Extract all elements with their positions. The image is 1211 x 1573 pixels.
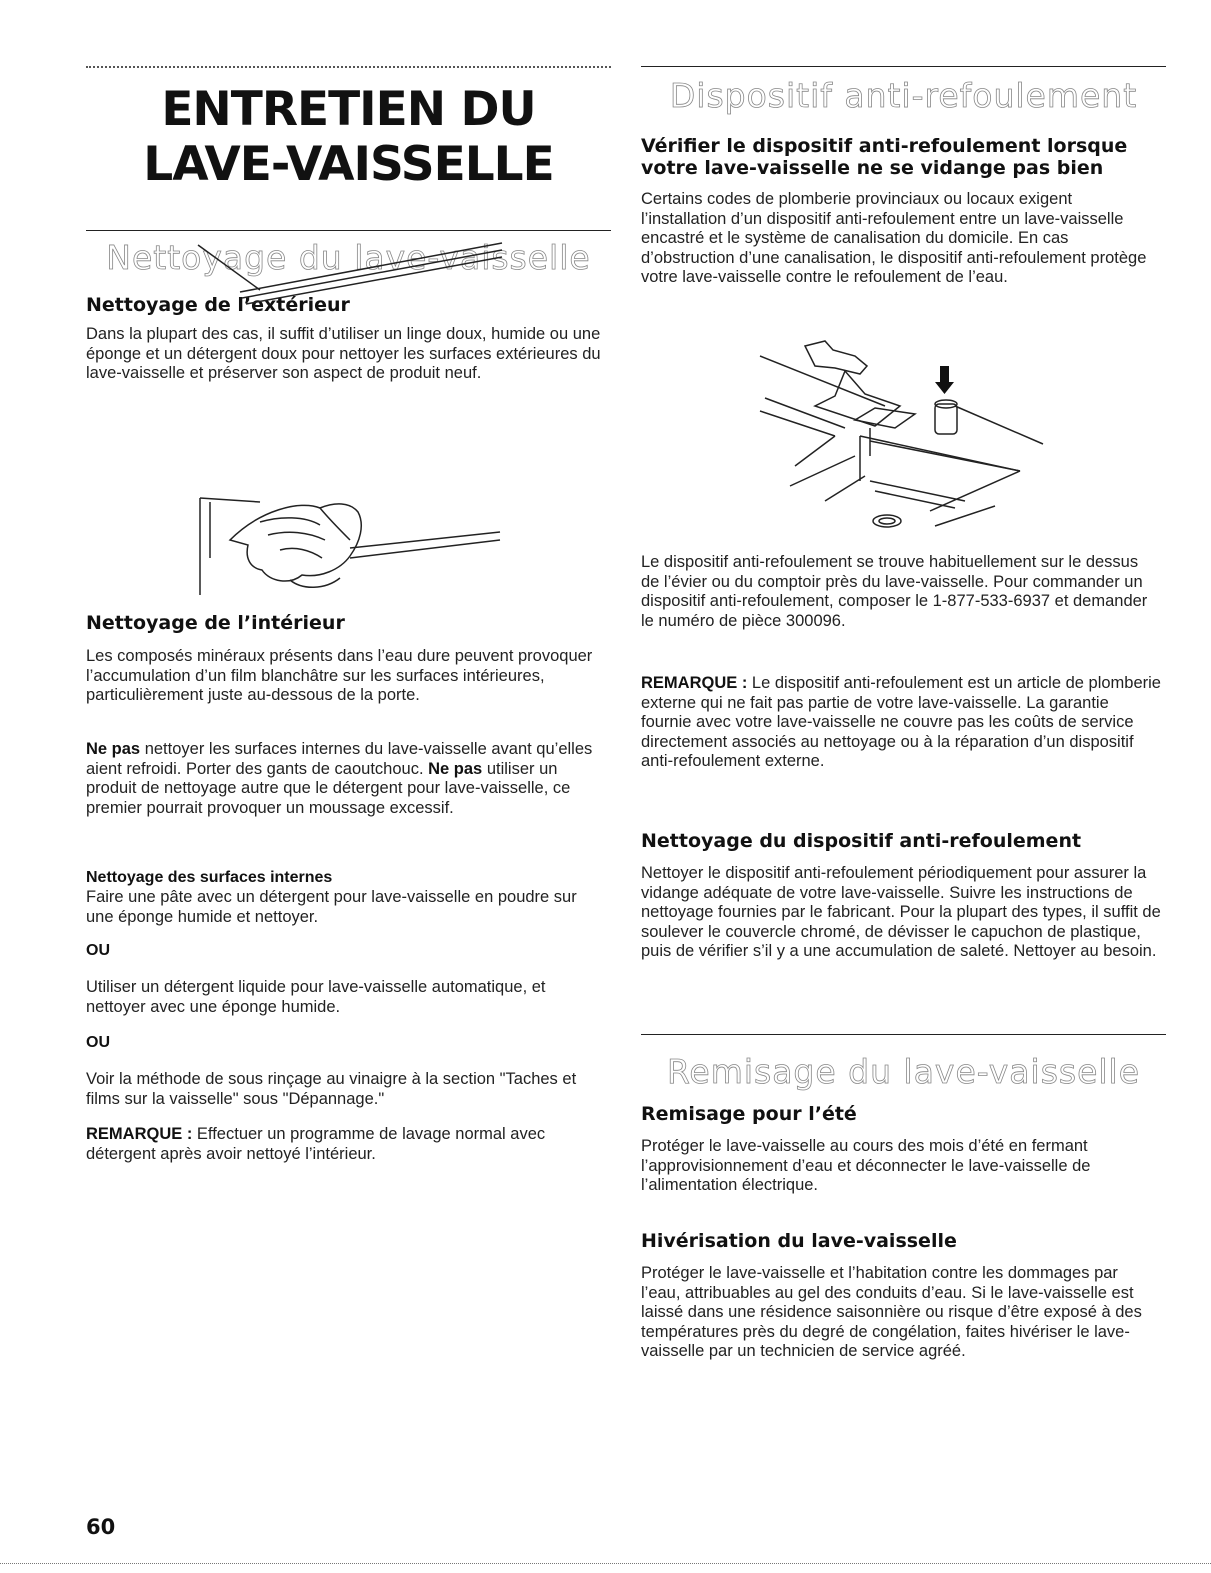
step-vinegar: Voir la méthode de sous rinçage au vinaigre à la section "Taches et films sur la vaisselle" sous "Dépannage." xyxy=(86,1070,577,1108)
interior-note xyxy=(86,1125,604,1164)
heading-interior: Nettoyage de l’intérieur xyxy=(86,612,345,634)
step-liquid: Utiliser un détergent liquide pour lave-vaisselle automatique, et nettoyer avec une éponge humide. xyxy=(86,978,546,1016)
title-rule xyxy=(86,230,611,231)
heading-exterior: Nettoyage de l’extérieur xyxy=(86,294,350,316)
note-text: Effectuer un programme de lavage normal avec détergent après avoir nettoyé l’intérieur. xyxy=(86,1125,546,1163)
page-title-line2: LAVE-VAISSELLE xyxy=(143,137,554,192)
exterior-cleaning-illustration xyxy=(190,240,520,595)
sink-backflow-illustration xyxy=(755,336,1055,546)
heading-winter: Hivérisation du lave-vaisselle xyxy=(641,1230,957,1252)
page-title xyxy=(86,82,611,192)
backflow-body: Certains codes de plomberie provinciaux ou locaux exigent l’installation d’un dispositif anti-refoulement entre un lave-vaisselle encastré et le système de canalisation du domicile. En cas d’obstruction d’une canalisation, le dispositif anti-refoulement protège votre lave-vaisselle contre le refoulement de l’eau. xyxy=(641,190,1147,286)
section-title-backflow: Dispositif anti-refoulement xyxy=(669,76,1138,115)
bottom-dotted-rule xyxy=(0,1563,1211,1564)
heading-backflow-cleaning: Nettoyage du dispositif anti-refoulement xyxy=(641,830,1082,852)
top-rule-right xyxy=(641,66,1166,67)
warning-b-label: Ne pas xyxy=(428,759,483,778)
heading-backflow-check: Vérifier le dispositif anti-refoulement lorsque votre lave-vaisselle ne se vidange pas bien xyxy=(641,135,1128,179)
summer-body: Protéger le lave-vaisselle au cours des mois d’été en fermant l’approvisionnement d’eau et déconnecter le lave-vaisselle de l’alimentation électrique. xyxy=(641,1137,1091,1194)
page-number: 60 xyxy=(86,1515,116,1539)
section-title-cleaning: Nettoyage du lave-vaisselle xyxy=(106,238,591,277)
storage-rule xyxy=(641,1034,1166,1035)
backflow-cleaning-body: Nettoyer le dispositif anti-refoulement périodiquement pour assurer la vidange adéquate de votre lave-vaisselle. Suivre les instructions de nettoyage fournies par le fabricant. Pour la plupart des types, il suffit de soulever le couvercle chromé, de dévisser le capuchon de plastique, puis de vérifier s’il y a une accumulation de saleté. Nettoyer au besoin. xyxy=(641,864,1161,960)
section-title-storage: Remisage du lave-vaisselle xyxy=(666,1052,1141,1091)
backflow-note xyxy=(641,674,1161,772)
heading-summer: Remisage pour l’été xyxy=(641,1103,857,1125)
note-label: REMARQUE : xyxy=(86,1125,193,1143)
backflow-note-text: Le dispositif anti-refoulement est un article de plomberie externe qui ne fait pas partie de votre lave-vaisselle. La garantie fournie avec votre lave-vaisselle ne couvre pas les coûts de service directement associés au nettoyage ou à la réparation d’un dispositif anti-refoulement externe. xyxy=(641,674,1161,770)
winter-body: Protéger le lave-vaisselle et l’habitation contre les dommages par l’eau, attribuables au gel des conduits d’eau. Si le lave-vaisselle est laissé dans une résidence saisonnière ou risque d’être exposé à des températures près du degré de congélation, faites hivériser le lave-vaisselle par un technicien de service agréé. xyxy=(641,1264,1142,1360)
or-separator-2: OU xyxy=(86,1034,110,1051)
top-dotted-rule xyxy=(86,66,611,68)
warning-b-text: utiliser un produit de nettoyage autre que le détergent pour lave-vaisselle, ce premier pourrait provoquer un moussage excessif. xyxy=(86,759,571,817)
backflow-location: Le dispositif anti-refoulement se trouve habituellement sur le dessus de l’évier ou du comptoir près du lave-vaisselle. Pour commander un dispositif anti-refoulement, composer le 1-877-533-6937 et demander le numéro de pièce 300096. xyxy=(641,553,1148,630)
step-paste: Faire une pâte avec un détergent pour lave-vaisselle en poudre sur une éponge humide et nettoyer. xyxy=(86,888,577,926)
warning-a-text: nettoyer les surfaces internes du lave-vaisselle avant qu’elles aient refroidi. Porter des gants de caoutchouc. xyxy=(86,740,593,778)
warning-a-label: Ne pas xyxy=(86,740,141,758)
or-separator-1: OU xyxy=(86,942,110,959)
interior-body: Les composés minéraux présents dans l’eau dure peuvent provoquer l’accumulation d’un film blanchâtre sur les surfaces intérieures, particulièrement juste au-dessous de la porte. xyxy=(86,647,593,704)
page-title-line1: ENTRETIEN DU xyxy=(161,82,536,137)
backflow-note-label: REMARQUE : xyxy=(641,674,748,692)
interior-warning xyxy=(86,740,604,818)
exterior-body: Dans la plupart des cas, il suffit d’utiliser un linge doux, humide ou une éponge et un détergent doux pour nettoyer les surfaces extérieures du lave-vaisselle et préserver son aspect de produit neuf. xyxy=(86,325,601,382)
subheading-internal-surfaces: Nettoyage des surfaces internes xyxy=(86,869,333,886)
